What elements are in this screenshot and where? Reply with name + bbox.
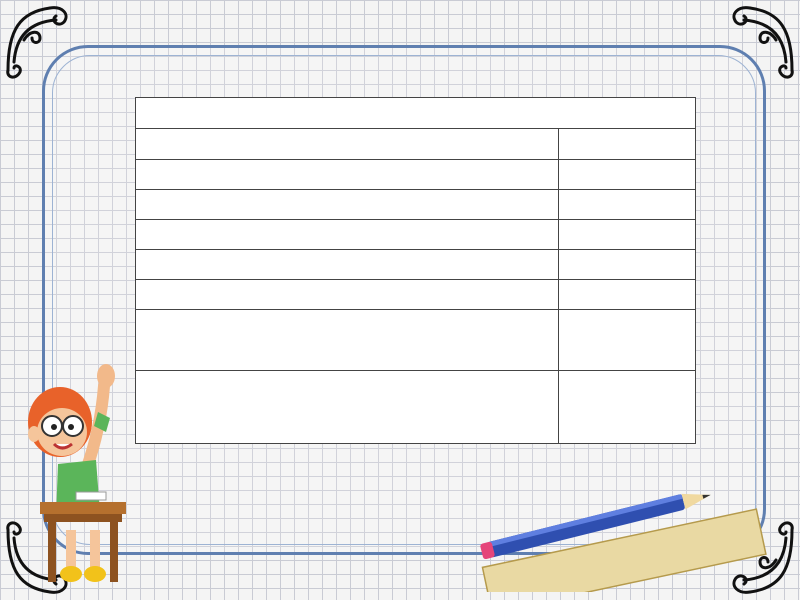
score-cell bbox=[559, 190, 696, 220]
score-cell bbox=[559, 160, 696, 190]
score-cell bbox=[559, 220, 696, 250]
corner-ornament-icon bbox=[720, 0, 800, 80]
corner-ornament-icon bbox=[0, 0, 80, 80]
stages-column-header bbox=[136, 129, 559, 160]
score-cell bbox=[559, 280, 696, 310]
table-row bbox=[136, 310, 696, 371]
stage-label bbox=[136, 310, 559, 371]
boy-raising-hand-icon bbox=[18, 352, 133, 592]
stage-label bbox=[136, 220, 559, 250]
scores-column-header bbox=[559, 129, 696, 160]
table-row bbox=[136, 190, 696, 220]
stage-label bbox=[136, 250, 559, 280]
table-row bbox=[136, 250, 696, 280]
final-labels bbox=[136, 371, 559, 444]
final-score-cell bbox=[559, 371, 696, 444]
table-title-row bbox=[136, 98, 696, 129]
score-cell bbox=[559, 250, 696, 280]
stage-label bbox=[136, 190, 559, 220]
table-row bbox=[136, 160, 696, 190]
final-row bbox=[136, 371, 696, 444]
student-name-header bbox=[136, 98, 696, 129]
table-header-row bbox=[136, 129, 696, 160]
score-cell bbox=[559, 310, 696, 371]
stage-label bbox=[136, 280, 559, 310]
score-table bbox=[135, 97, 696, 444]
table-row bbox=[136, 280, 696, 310]
stage-label bbox=[136, 160, 559, 190]
table-row bbox=[136, 220, 696, 250]
ruler-and-pencil-icon bbox=[478, 480, 768, 592]
